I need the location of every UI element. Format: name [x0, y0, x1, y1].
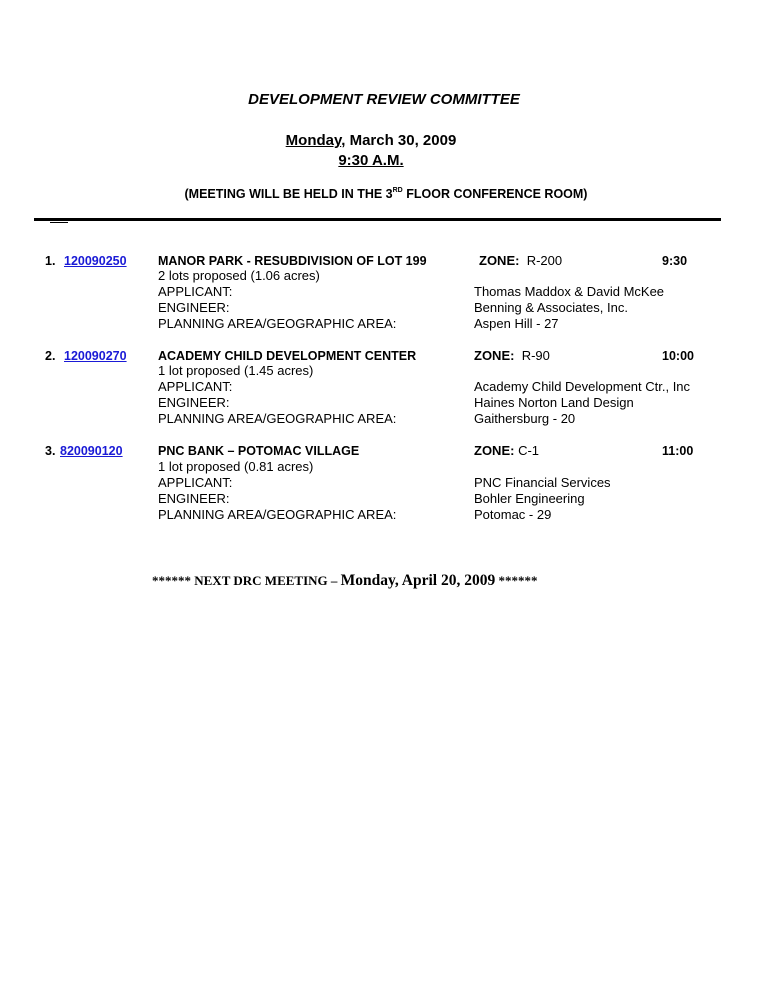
next-meeting-suffix: ****** — [495, 573, 538, 588]
item-time: 9:30 — [662, 254, 688, 268]
plan-number-link[interactable]: 120090250 — [64, 254, 127, 268]
item-time: 10:00 — [662, 349, 694, 363]
planning-area-value: Potomac - 29 — [474, 507, 552, 522]
item-time: 11:00 — [662, 444, 694, 458]
zone — [479, 253, 562, 269]
zone-label: ZONE: — [474, 443, 515, 458]
applicant-label: APPLICANT: — [158, 379, 233, 394]
lots-proposed: 1 lot proposed (1.45 acres) — [158, 363, 314, 378]
engineer-label: ENGINEER: — [158, 300, 230, 315]
planning-area-label: PLANNING AREA/GEOGRAPHIC AREA: — [158, 316, 397, 331]
zone — [474, 443, 539, 459]
engineer-label: ENGINEER: — [158, 395, 230, 410]
engineer-value: Benning & Associates, Inc. — [474, 300, 628, 315]
engineer-label: ENGINEER: — [158, 491, 230, 506]
engineer-value: Bohler Engineering — [474, 491, 585, 506]
lots-proposed: 1 lot proposed (0.81 acres) — [158, 459, 314, 474]
item-number: 3. — [45, 444, 56, 458]
zone-value: C-1 — [518, 443, 540, 458]
planning-area-value: Aspen Hill - 27 — [474, 316, 559, 331]
zone-value: R-90 — [521, 348, 550, 363]
location-text-post: FLOOR CONFERENCE ROOM) — [402, 187, 588, 201]
item-number: 2. — [45, 349, 56, 363]
applicant-label: APPLICANT: — [158, 284, 233, 299]
planning-area-value: Gaithersburg - 20 — [474, 411, 576, 426]
meeting-date-rest: , March 30, 2009 — [341, 132, 457, 149]
meeting-location — [0, 187, 768, 201]
meeting-time: 9:30 A.M. — [338, 152, 404, 169]
lots-proposed: 2 lots proposed (1.06 acres) — [158, 268, 320, 283]
zone-value: R-200 — [526, 253, 563, 268]
item-title: PNC BANK – POTOMAC VILLAGE — [158, 444, 360, 458]
next-meeting-date: Monday, April 20, 2009 — [340, 572, 496, 589]
applicant-value: Academy Child Development Ctr., Inc — [474, 379, 691, 394]
location-superscript: RD — [392, 187, 403, 194]
zone — [474, 348, 550, 364]
plan-number-link[interactable]: 120090270 — [64, 349, 127, 363]
applicant-value: PNC Financial Services — [474, 475, 611, 490]
meeting-day: Monday — [285, 132, 342, 149]
applicant-value: Thomas Maddox & David McKee — [474, 284, 665, 299]
zone-label: ZONE: — [474, 348, 515, 363]
plan-number-link[interactable]: 820090120 — [60, 444, 123, 458]
item-title: ACADEMY CHILD DEVELOPMENT CENTER — [158, 349, 417, 363]
applicant-label: APPLICANT: — [158, 475, 233, 490]
page-title: DEVELOPMENT REVIEW COMMITTEE — [248, 91, 520, 108]
planning-area-label: PLANNING AREA/GEOGRAPHIC AREA: — [158, 411, 397, 426]
location-text-pre: (MEETING WILL BE HELD IN THE 3 — [184, 187, 393, 201]
planning-area-label: PLANNING AREA/GEOGRAPHIC AREA: — [158, 507, 397, 522]
next-meeting-notice — [152, 572, 537, 590]
zone-label: ZONE: — [479, 253, 520, 268]
meeting-date — [0, 132, 742, 149]
engineer-value: Haines Norton Land Design — [474, 395, 634, 410]
item-title: MANOR PARK - RESUBDIVISION OF LOT 199 — [158, 254, 427, 268]
header-divider — [34, 218, 721, 221]
item-number: 1. — [45, 254, 56, 268]
next-meeting-prefix: ****** NEXT DRC MEETING – — [152, 573, 341, 588]
header-divider-tick — [50, 222, 68, 223]
